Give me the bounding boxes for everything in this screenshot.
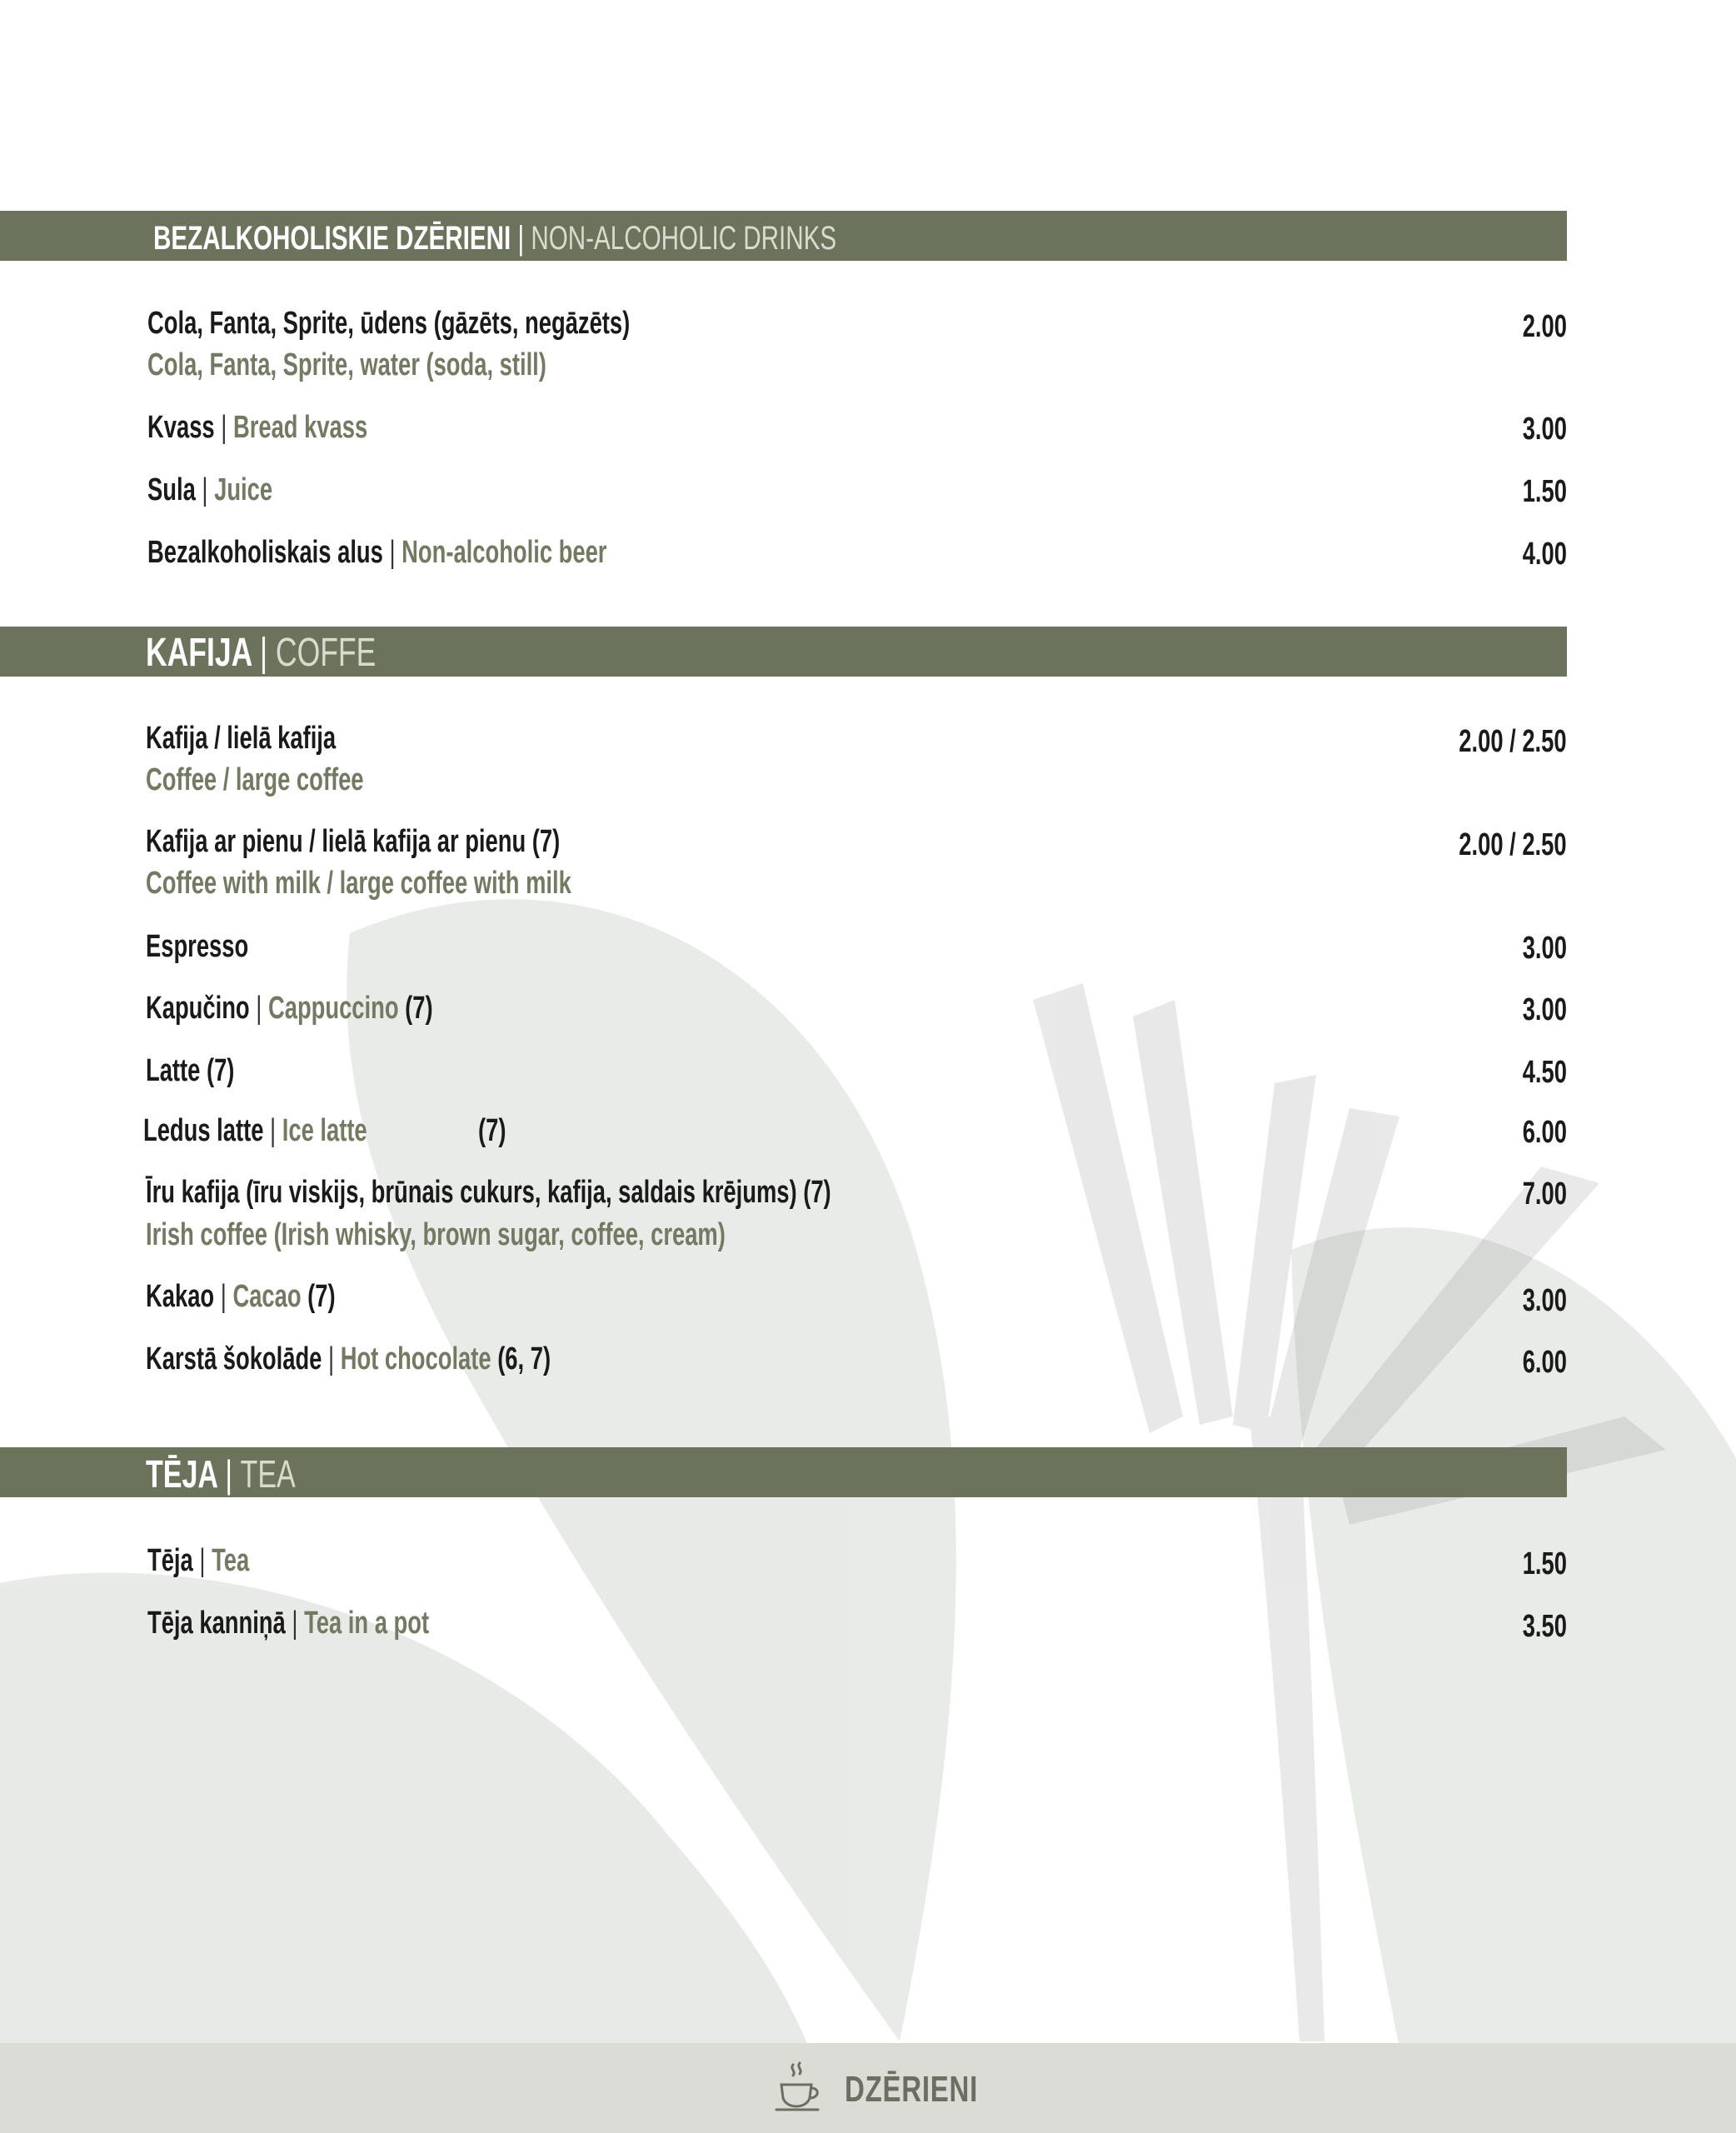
item-separator: | (327, 1341, 335, 1376)
item-price: 3.50 (1522, 1609, 1567, 1644)
item-name-en: Coffee with milk / large coffee with milk (146, 866, 571, 901)
item-price: 7.00 (1522, 1176, 1567, 1211)
item-price: 6.00 (1522, 1115, 1567, 1150)
item-name-en: Cappuccino (267, 991, 399, 1026)
coffee-cup-icon (773, 2061, 825, 2115)
item-name-lv: Sula (147, 472, 196, 507)
item-price: 6.00 (1522, 1345, 1567, 1380)
item-name (147, 474, 272, 506)
footer-label: DZĒRIENI (845, 2069, 979, 2110)
item-price: 1.50 (1522, 474, 1567, 509)
item-separator: | (389, 535, 396, 570)
section-title-separator: | (225, 1452, 233, 1496)
item-name (147, 412, 367, 443)
item-name (147, 1545, 249, 1576)
section-title-en: TEA (240, 1452, 296, 1496)
section-title-en: NON-ALCOHOLIC DRINKS (531, 220, 837, 257)
section-title (146, 1452, 296, 1496)
item-name-en: Bread kvass (232, 410, 368, 445)
item-name-en: Coffee / large coffee (146, 762, 364, 797)
item-name-lv: Kafija ar pienu / lielā kafija ar pienu (7) (146, 824, 561, 859)
item-price: 2.00 (1522, 309, 1567, 344)
item-name-lv: Tēja kanniņā (147, 1606, 286, 1641)
item-name (146, 1281, 336, 1312)
section-title-lv: BEZALKOHOLISKIE DZĒRIENI (153, 220, 511, 257)
item-separator: | (270, 1113, 277, 1148)
item-name-en: Cacao (232, 1279, 302, 1314)
item-name-en: Tea in a pot (304, 1606, 430, 1641)
item-separator: | (256, 991, 262, 1026)
item-allergens: (6, 7) (497, 1341, 551, 1376)
item-separator: | (220, 1279, 227, 1314)
item-name (147, 537, 606, 568)
item-name-lv: Īru kafija (īru viskijs, brūnais cukurs, kafija, saldais krējums) (7) (146, 1175, 831, 1210)
item-name-lv: Kakao (146, 1279, 215, 1314)
item-name-lv: Bezalkoholiskais alus (147, 535, 383, 570)
item-name-lv: Karstā šokolāde (146, 1341, 322, 1376)
item-separator: | (199, 1543, 206, 1578)
item-price: 3.00 (1522, 1283, 1567, 1318)
item-name-lv: Kapučino (146, 991, 250, 1026)
item-allergens: (7) (307, 1279, 336, 1314)
item-name-lv: Kafija / lielā kafija (146, 721, 337, 756)
item-name-en: Ice latte (282, 1113, 367, 1148)
item-price: 3.00 (1522, 992, 1567, 1027)
section-title-en: COFFE (275, 631, 377, 675)
section-title (153, 222, 836, 255)
item-price: 4.00 (1522, 537, 1567, 572)
item-allergens: (7) (405, 991, 433, 1026)
item-price: 3.00 (1522, 412, 1567, 447)
item-separator: | (292, 1606, 298, 1641)
item-price: 2.00 / 2.50 (1459, 827, 1567, 862)
item-separator: | (202, 472, 208, 507)
item-name-en: Cola, Fanta, Sprite, water (soda, still) (147, 347, 546, 382)
item-allergens: (7) (478, 1113, 506, 1148)
item-price: 1.50 (1522, 1546, 1567, 1581)
footer-bar (0, 2043, 1736, 2133)
item-name-en: Non-alcoholic beer (402, 535, 607, 570)
item-price: 3.00 (1522, 931, 1567, 966)
section-title-separator: | (517, 220, 525, 257)
item-name-en: Juice (214, 472, 273, 507)
item-name-lv: Ledus latte (143, 1113, 264, 1148)
item-name-en: Tea (212, 1543, 250, 1578)
item-price: 4.50 (1522, 1055, 1567, 1090)
item-name-lv: Tēja (147, 1543, 193, 1578)
item-name (147, 1607, 429, 1639)
item-name-lv: Cola, Fanta, Sprite, ūdens (gāzēts, negāzēts) (147, 306, 631, 341)
item-name-en: Irish coffee (Irish whisky, brown sugar, coffee, cream) (146, 1217, 726, 1252)
item-name-lv: Kvass (147, 410, 215, 445)
item-name (146, 1343, 551, 1375)
section-header-coffee (0, 627, 1567, 677)
item-price: 2.00 / 2.50 (1459, 724, 1567, 759)
item-name (146, 992, 433, 1024)
section-title-lv: TĒJA (146, 1452, 217, 1496)
section-header-non-alcoholic (0, 211, 1567, 261)
item-name-en: Hot chocolate (340, 1341, 491, 1376)
item-separator: | (221, 410, 227, 445)
item-name (143, 1115, 367, 1146)
item-name-lv: Latte (7) (146, 1053, 235, 1088)
item-name-lv: Espresso (146, 929, 249, 964)
section-title (146, 633, 376, 673)
leaf-shape (1291, 1227, 1736, 2133)
section-header-tea (0, 1447, 1567, 1497)
section-title-separator: | (259, 631, 268, 675)
section-title-lv: KAFIJA (146, 631, 252, 675)
